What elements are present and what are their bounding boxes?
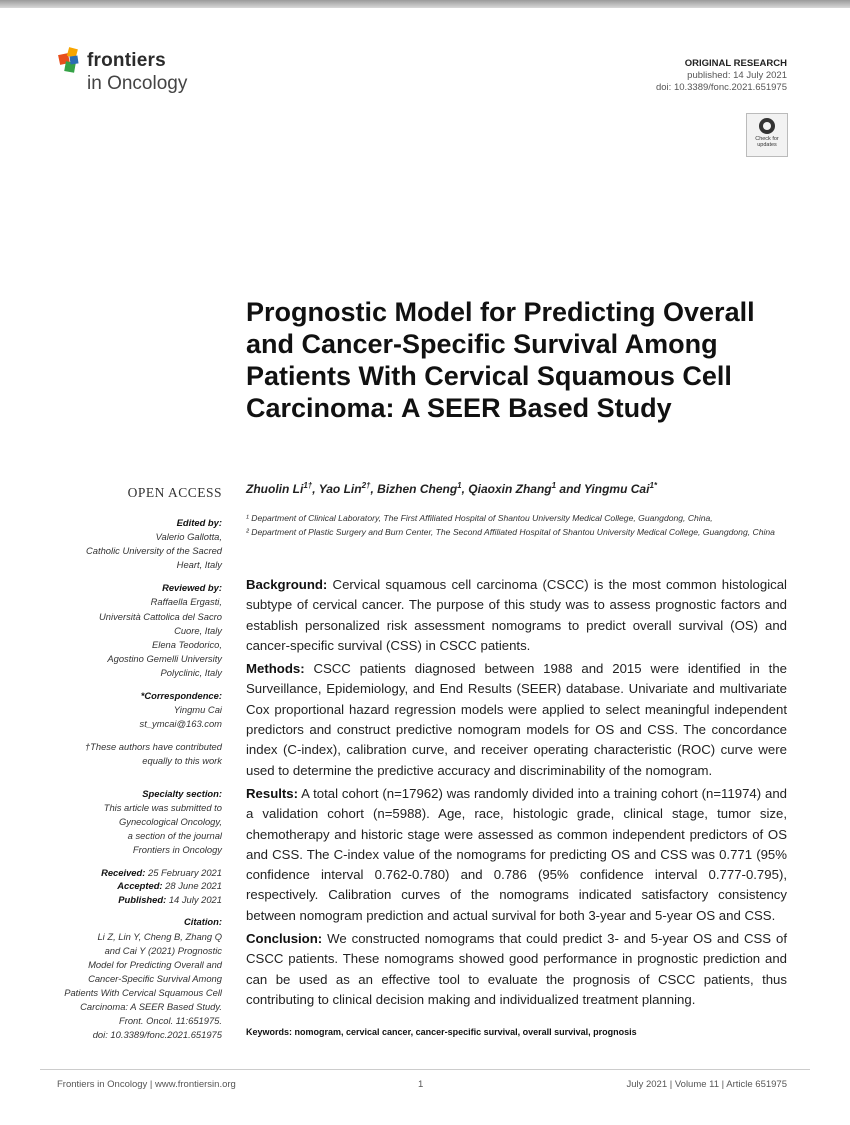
reviewed-by-block: Reviewed by: Raffaella Ergasti, Università Cattolica del Sacro Cuore, Italy Elena Teodorico, Agostino Gemelli University Polyclinic, Italy <box>99 582 222 678</box>
frontiers-logo-icon <box>57 45 83 75</box>
equal-contribution-note: †These authors have contributed equally to this work <box>84 741 222 767</box>
author-list: Zhuolin $Li^{1\dagger}$, Yao Lin$^{2\dagger}$, Bizhen Cheng$^1$, Qiaoxin Zhang$^1$ and Yingmu Cai$^{1*}$ <box>246 481 657 496</box>
abstract-conclusion: Conclusion: We constructed nomograms that could predict 3- and 5-year OS and CSS of CSCC patients. These nomograms showed good performance in prognostic prediction and can be used as an effective tool to evaluate the prognosis of CSCC patients, thus contributing to clinical decision making and individualized treatment planning. <box>246 931 787 1007</box>
logo-word-frontiers: frontiers <box>87 50 166 71</box>
logo-word-journal: in Oncology <box>87 73 188 94</box>
abstract-background: Background: Cervical squamous cell carcinoma (CSCC) is the most common histological subtype of cervical cancer. The purpose of this study was to assess prognostic factors and establish personalized risk assessment nomograms to predict overall survival (OS) and cancer-specific survival (CSS) in CSCC patients. <box>246 577 787 653</box>
affiliation: ² Department of Plastic Surgery and Burn Center, The Second Affiliated Hospital of Shantou University Medical College, Guangdong, China <box>246 526 775 537</box>
author[interactable]: Qiaoxin Zhang$^1$ <box>468 481 557 496</box>
citation-block: Citation: Li Z, Lin Y, Cheng B, Zhang Q and Cai Y (2021) Prognostic Model for Predicting Overall and Cancer-Specific Survival Among Patients With Cervical Squamous Cell Carcinoma: A SEER Based Study. Front. Oncol. 11:651975. doi: 10.3389/fonc.2021.651975 <box>40 915 222 1042</box>
footer-issue: July 2021 | Volume 11 | Article 651975 <box>626 1079 787 1090</box>
abstract <box>246 575 787 1013</box>
correspondence-block: *Correspondence: Yingmu Cai st_ymcai@163.com <box>40 689 222 731</box>
article-title: Prognostic Model for Predicting Overall and Cancer-Specific Survival Among Patients With Cervical Squamous Cell Carcinoma: A SEER Based Study <box>246 297 755 423</box>
article-sidebar <box>40 516 222 1051</box>
edited-by-block: Edited by: Valerio Gallotta, Catholic University of the Sacred Heart, Italy <box>86 517 222 571</box>
article-type: ORIGINAL RESEARCH <box>684 58 787 69</box>
abstract-methods: Methods: CSCC patients diagnosed between 1988 and 2015 were identified in the Surveillance, Epidemiology, and End Results (SEER) database. Univariate and multivariate Cox proportional hazard regression models were applied to select meaningful independent predictors and construct predictive nomogram models for OS and CSS. The concordance index (C-index), calibration curve, and receiver operating characteristic (ROC) curve were used to determine the predictive accuracy and discriminability of the nomogram. <box>246 661 787 778</box>
page-number: 1 <box>418 1079 424 1090</box>
affiliations <box>246 512 786 539</box>
open-access-label: OPEN ACCESS <box>127 485 222 500</box>
specialty-section-block: Specialty section: This article was submitted to Gynecological Oncology, a section of the journal Frontiers in Oncology <box>103 787 222 855</box>
author[interactable]: Yingmu Cai$^{1*}$ <box>583 481 657 496</box>
published-date: published: 14 July 2021 <box>687 70 787 81</box>
article-header-info <box>656 58 787 94</box>
keywords: Keywords: nomogram, cervical cancer, cancer-specific survival, overall survival, prognosis <box>246 1027 637 1037</box>
footer-journal[interactable]: Frontiers in Oncology | www.frontiersin.org <box>57 1079 236 1090</box>
correspondence-email[interactable]: st_ymcai@163.com <box>139 718 222 730</box>
author[interactable]: Bizhen Cheng$^1$ <box>377 481 462 496</box>
article-doi[interactable]: doi: 10.3389/fonc.2021.651975 <box>655 82 787 93</box>
abstract-results: Results: A total cohort (n=17962) was randomly divided into a training cohort (n=11974) and a validation cohort (n=5988). Age, race, histologic grade, clinical stage, tumor size, chemotherapy and historic stage were assessed as common independent predictors of OS and CSS. The C-index value of the nomograms for predicting OS and CSS was 0.771 (95% confidence interval 0.762-0.780) and 0.786 (95% confidence interval 0.777-0.795), respectively. Calibration curves of the nomograms indicated satisfactory consistency between nomogram prediction and actual survival for both 3-year and 5-year OS and CSS. <box>246 785 787 923</box>
affiliation: ¹ Department of Clinical Laboratory, The First Affiliated Hospital of Shantou University Medical College, Guangdong, China, <box>246 513 713 523</box>
author[interactable]: Zhuolin $Li^{1\dagger}$ <box>246 481 313 496</box>
author[interactable]: Yao Lin$^{2\dagger}$ <box>318 481 371 496</box>
top-border <box>0 0 850 8</box>
dates-block: Received: 25 February 2021 Accepted: 28 June 2021 Published: 14 July 2021 <box>101 866 222 905</box>
check-updates-badge[interactable] <box>746 113 788 157</box>
journal-logo[interactable] <box>57 45 207 97</box>
check-updates-icon <box>759 118 775 134</box>
footer-divider <box>40 1069 810 1070</box>
check-updates-label: Check for updates <box>755 136 779 148</box>
citation-doi[interactable]: doi: 10.3389/fonc.2021.651975 <box>92 1029 222 1041</box>
